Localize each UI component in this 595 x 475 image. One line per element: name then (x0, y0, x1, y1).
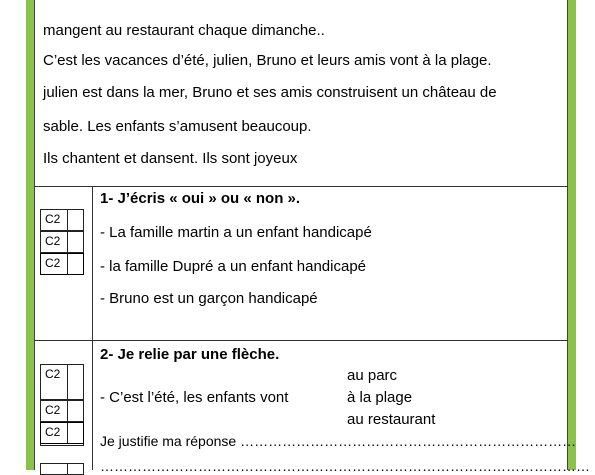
competency-box (40, 253, 84, 275)
competency-grid (40, 364, 84, 446)
option-a-la-plage[interactable]: à la plage (347, 389, 413, 406)
score-cell[interactable] (67, 254, 68, 274)
answer-dots-line[interactable]: …………………………………………………………………………………………… (100, 458, 590, 474)
competency-code: C2 (45, 403, 61, 417)
exercise1-item: - la famille Dupré a un enfant handicapé (100, 258, 367, 275)
column-divider (92, 186, 93, 340)
exercise2-sentence[interactable]: - C’est l’été, les enfants vont (100, 389, 289, 406)
exercise1-item: - La famille martin a un enfant handicapé (100, 224, 372, 241)
story-line: mangent au restaurant chaque dimanche.. (43, 22, 325, 39)
score-cell[interactable] (67, 210, 68, 230)
option-au-restaurant[interactable]: au restaurant (347, 411, 436, 428)
score-cell[interactable] (67, 365, 68, 399)
left-green-border (26, 0, 34, 470)
competency-box-partial (40, 463, 84, 475)
story-line: C’est les vacances d’été, julien, Bruno et leurs amis vont à la plage. (43, 52, 492, 69)
competency-box (40, 231, 84, 253)
competency-code: C2 (45, 367, 61, 381)
right-green-border (568, 0, 576, 470)
exercise1-title: 1- J’écris « oui » ou « non ». (100, 190, 301, 207)
score-cell[interactable] (67, 423, 68, 443)
option-au-parc[interactable]: au parc (347, 367, 398, 384)
score-cell[interactable] (67, 401, 68, 421)
story-line: julien est dans la mer, Bruno et ses amis construisent un château de (43, 84, 497, 101)
score-cell[interactable] (67, 232, 68, 252)
story-line: Ils chantent et dansent. Ils sont joyeux (43, 150, 298, 167)
column-divider (92, 340, 93, 470)
competency-code: C2 (45, 425, 61, 439)
competency-code: C2 (45, 256, 61, 270)
competency-code: C2 (45, 212, 61, 226)
justification-line[interactable]: Je justifie ma réponse ……………………………………………………………… (100, 433, 577, 449)
competency-box (40, 209, 84, 231)
section-divider (34, 340, 568, 341)
score-cell[interactable] (67, 464, 68, 474)
competency-grid (40, 209, 84, 275)
story-line: sable. Les enfants s’amusent beaucoup. (43, 118, 312, 135)
competency-box (40, 400, 84, 422)
exercise1-item: - Bruno est un garçon handicapé (100, 290, 318, 307)
section-divider (34, 186, 568, 187)
competency-box (40, 422, 84, 444)
competency-box (40, 364, 84, 400)
exercise2-title: 2- Je relie par une flèche. (100, 346, 280, 363)
competency-code: C2 (45, 234, 61, 248)
